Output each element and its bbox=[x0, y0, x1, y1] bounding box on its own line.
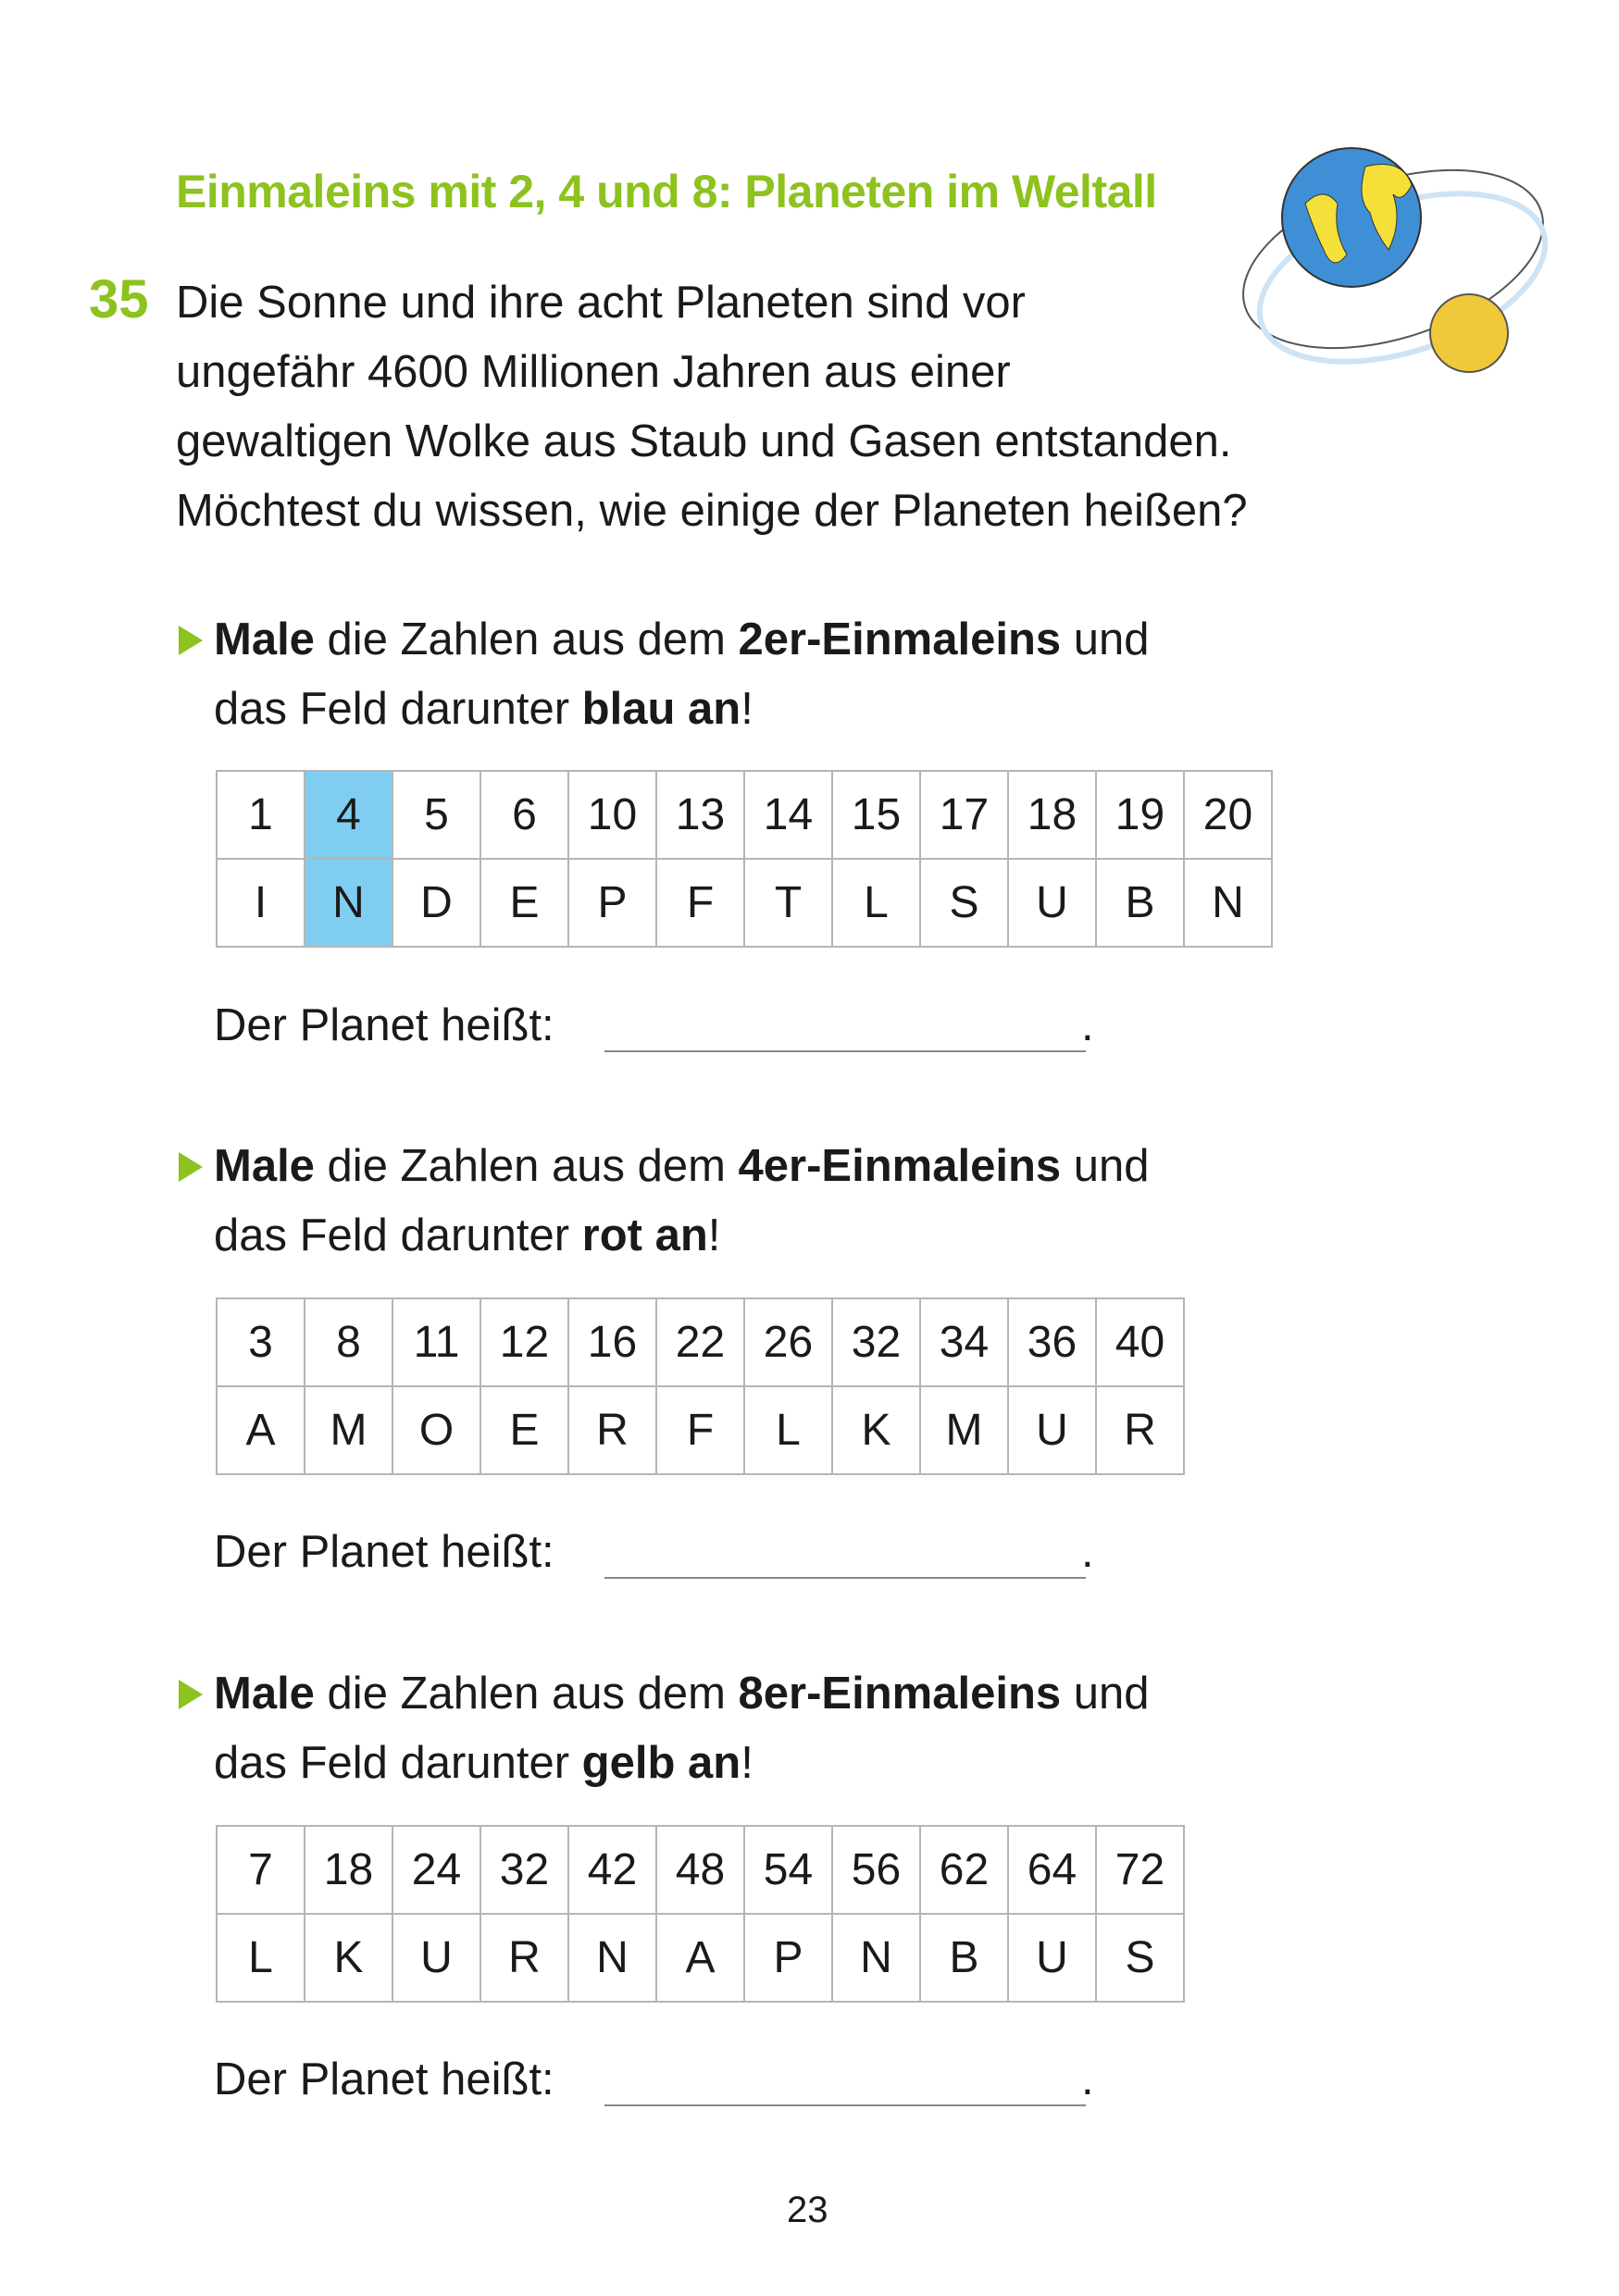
letter-cell[interactable]: F bbox=[656, 859, 744, 947]
instruction-segment: die Zahlen aus dem bbox=[314, 614, 739, 664]
instruction-segment: das Feld darunter bbox=[214, 684, 582, 734]
letter-cell[interactable]: L bbox=[744, 1386, 832, 1474]
instruction-segment: ! bbox=[741, 1738, 753, 1788]
instruction-bold-segment: 4er-Einmaleins bbox=[738, 1141, 1062, 1191]
answer-input-line[interactable] bbox=[604, 2104, 1086, 2106]
intro-line: Die Sonne und ihre acht Planeten sind vor bbox=[176, 278, 1026, 328]
number-cell[interactable]: 10 bbox=[568, 771, 656, 859]
instruction-bold-segment: 2er-Einmaleins bbox=[738, 614, 1062, 664]
number-cell[interactable]: 62 bbox=[920, 1826, 1008, 1914]
intro-line: ungefähr 4600 Millionen Jahren aus einer bbox=[176, 347, 1011, 397]
numbers-row bbox=[217, 771, 1272, 859]
answer-input-line[interactable] bbox=[604, 1050, 1086, 1052]
instruction-segment: und bbox=[1061, 614, 1150, 664]
letter-cell[interactable]: E bbox=[480, 859, 568, 947]
instruction-text bbox=[214, 1132, 1150, 1271]
earth-moon-illustration-icon bbox=[1227, 139, 1560, 389]
number-cell[interactable]: 12 bbox=[480, 1298, 568, 1386]
instruction-bold-segment: blau an bbox=[581, 684, 741, 734]
instruction-segment: die Zahlen aus dem bbox=[314, 1141, 739, 1191]
answer-input-line[interactable] bbox=[604, 1577, 1086, 1579]
instruction-segment: das Feld darunter bbox=[214, 1210, 582, 1260]
letter-cell[interactable]: T bbox=[744, 859, 832, 947]
number-cell[interactable]: 32 bbox=[480, 1826, 568, 1914]
number-cell[interactable]: 72 bbox=[1096, 1826, 1184, 1914]
instruction-text bbox=[214, 1659, 1150, 1798]
letter-cell[interactable]: P bbox=[744, 1914, 832, 2002]
number-cell[interactable]: 20 bbox=[1184, 771, 1272, 859]
number-cell[interactable]: 42 bbox=[568, 1826, 656, 1914]
number-cell[interactable]: 26 bbox=[744, 1298, 832, 1386]
number-cell[interactable]: 3 bbox=[217, 1298, 305, 1386]
letter-cell[interactable]: A bbox=[217, 1386, 305, 1474]
answer-period: . bbox=[1081, 1000, 1094, 1050]
bullet-triangle-icon bbox=[179, 626, 203, 655]
letter-cell[interactable]: N bbox=[568, 1914, 656, 2002]
letter-cell[interactable]: L bbox=[217, 1914, 305, 2002]
answer-period: . bbox=[1081, 2054, 1094, 2104]
letter-cell[interactable]: S bbox=[1096, 1914, 1184, 2002]
number-letter-table bbox=[216, 1825, 1185, 2003]
number-letter-table bbox=[216, 770, 1273, 948]
letter-cell[interactable]: P bbox=[568, 859, 656, 947]
letters-row bbox=[217, 1386, 1184, 1474]
task-number: 35 bbox=[89, 269, 149, 329]
answer-period: . bbox=[1081, 1527, 1094, 1577]
letter-cell[interactable]: E bbox=[480, 1386, 568, 1474]
number-cell[interactable]: 54 bbox=[744, 1826, 832, 1914]
number-cell[interactable]: 56 bbox=[832, 1826, 920, 1914]
number-letter-table bbox=[216, 1297, 1185, 1475]
number-cell[interactable]: 32 bbox=[832, 1298, 920, 1386]
letter-cell[interactable]: M bbox=[305, 1386, 392, 1474]
answer-label: Der Planet heißt: bbox=[214, 1000, 554, 1050]
number-cell[interactable]: 24 bbox=[392, 1826, 480, 1914]
number-cell[interactable]: 1 bbox=[217, 771, 305, 859]
letter-cell[interactable]: O bbox=[392, 1386, 480, 1474]
number-cell[interactable]: 11 bbox=[392, 1298, 480, 1386]
letter-cell[interactable]: N bbox=[832, 1914, 920, 2002]
letters-row bbox=[217, 859, 1272, 947]
number-cell[interactable]: 4 bbox=[305, 771, 392, 859]
number-cell[interactable]: 8 bbox=[305, 1298, 392, 1386]
instruction-segment: ! bbox=[707, 1210, 721, 1260]
instruction-bold-segment: Male bbox=[214, 1669, 315, 1719]
letter-cell[interactable]: R bbox=[480, 1914, 568, 2002]
number-cell[interactable]: 18 bbox=[1008, 771, 1096, 859]
letter-cell[interactable]: S bbox=[920, 859, 1008, 947]
instruction-segment: das Feld darunter bbox=[214, 1738, 582, 1788]
letter-cell[interactable]: R bbox=[1096, 1386, 1184, 1474]
numbers-row bbox=[217, 1298, 1184, 1386]
letter-cell[interactable]: D bbox=[392, 859, 480, 947]
instruction-text bbox=[214, 605, 1150, 744]
number-cell[interactable]: 40 bbox=[1096, 1298, 1184, 1386]
number-cell[interactable]: 16 bbox=[568, 1298, 656, 1386]
letter-cell[interactable]: B bbox=[1096, 859, 1184, 947]
answer-label: Der Planet heißt: bbox=[214, 2054, 554, 2104]
letter-cell[interactable]: U bbox=[1008, 1914, 1096, 2002]
number-cell[interactable]: 13 bbox=[656, 771, 744, 859]
instruction-segment: und bbox=[1061, 1141, 1150, 1191]
letter-cell[interactable]: B bbox=[920, 1914, 1008, 2002]
number-cell[interactable]: 7 bbox=[217, 1826, 305, 1914]
number-cell[interactable]: 6 bbox=[480, 771, 568, 859]
letter-cell[interactable]: N bbox=[305, 859, 392, 947]
instruction-segment: ! bbox=[741, 684, 753, 734]
page-number: 23 bbox=[787, 2190, 828, 2230]
instruction-bold-segment: rot an bbox=[581, 1210, 708, 1260]
letters-row bbox=[217, 1914, 1184, 2002]
number-cell[interactable]: 34 bbox=[920, 1298, 1008, 1386]
intro-line: Möchtest du wissen, wie einige der Planeten heißen? bbox=[176, 486, 1248, 536]
page-title: Einmaleins mit 2, 4 und 8: Planeten im Weltall bbox=[176, 166, 1157, 217]
bullet-triangle-icon bbox=[179, 1152, 203, 1182]
letter-cell[interactable]: K bbox=[305, 1914, 392, 2002]
letter-cell[interactable]: N bbox=[1184, 859, 1272, 947]
intro-text bbox=[176, 268, 1248, 546]
instruction-bold-segment: Male bbox=[214, 1141, 315, 1191]
letter-cell[interactable]: R bbox=[568, 1386, 656, 1474]
instruction-bold-segment: Male bbox=[214, 614, 315, 664]
letter-cell[interactable]: A bbox=[656, 1914, 744, 2002]
number-cell[interactable]: 18 bbox=[305, 1826, 392, 1914]
number-cell[interactable]: 17 bbox=[920, 771, 1008, 859]
letter-cell[interactable]: M bbox=[920, 1386, 1008, 1474]
letter-cell[interactable]: U bbox=[392, 1914, 480, 2002]
number-cell[interactable]: 48 bbox=[656, 1826, 744, 1914]
instruction-segment: die Zahlen aus dem bbox=[314, 1669, 739, 1719]
letter-cell[interactable]: U bbox=[1008, 1386, 1096, 1474]
number-cell[interactable]: 5 bbox=[392, 771, 480, 859]
letter-cell[interactable]: U bbox=[1008, 859, 1096, 947]
numbers-row bbox=[217, 1826, 1184, 1914]
letter-cell[interactable]: F bbox=[656, 1386, 744, 1474]
number-cell[interactable]: 15 bbox=[832, 771, 920, 859]
answer-label: Der Planet heißt: bbox=[214, 1527, 554, 1577]
number-cell[interactable]: 19 bbox=[1096, 771, 1184, 859]
letter-cell[interactable]: L bbox=[832, 859, 920, 947]
number-cell[interactable]: 22 bbox=[656, 1298, 744, 1386]
letter-cell[interactable]: K bbox=[832, 1386, 920, 1474]
bullet-triangle-icon bbox=[179, 1680, 203, 1709]
instruction-segment: und bbox=[1061, 1669, 1150, 1719]
instruction-bold-segment: 8er-Einmaleins bbox=[738, 1669, 1062, 1719]
number-cell[interactable]: 14 bbox=[744, 771, 832, 859]
instruction-bold-segment: gelb an bbox=[581, 1738, 741, 1788]
number-cell[interactable]: 64 bbox=[1008, 1826, 1096, 1914]
letter-cell[interactable]: I bbox=[217, 859, 305, 947]
number-cell[interactable]: 36 bbox=[1008, 1298, 1096, 1386]
intro-line: gewaltigen Wolke aus Staub und Gasen entstanden. bbox=[176, 416, 1232, 466]
